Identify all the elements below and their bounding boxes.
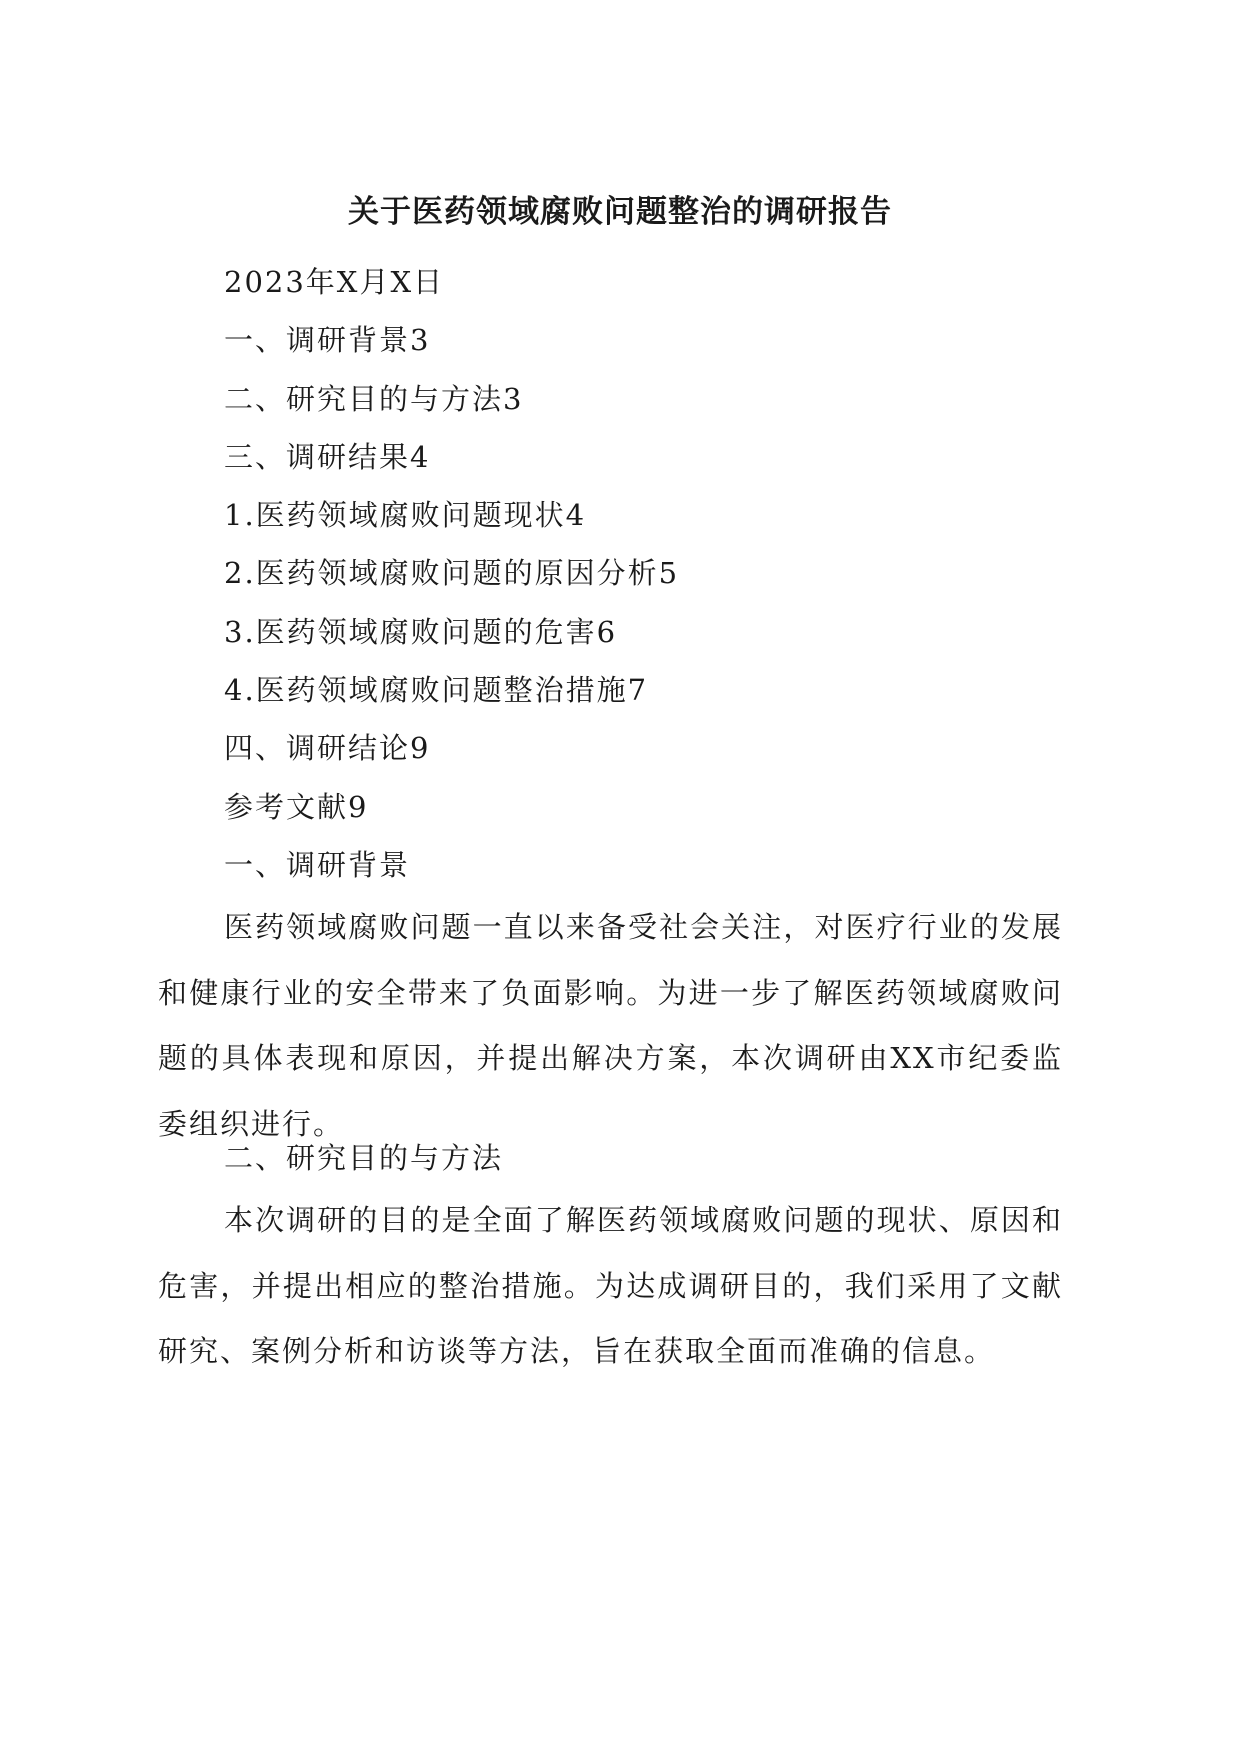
toc-item: 1.医药领域腐败问题现状4	[224, 498, 587, 532]
toc-item: 一、调研背景3	[224, 323, 431, 357]
section-paragraph-purpose-method: 本次调研的目的是全面了解医药领域腐败问题的现状、原因和危害，并提出相应的整治措施。为达成调研目的，我们采用了文献研究、案例分析和访谈等方法，旨在获取全面而准确的信息。	[158, 1203, 1063, 1368]
section-heading-background: 一、调研背景	[224, 848, 411, 882]
toc-item: 4.医药领域腐败问题整治措施7	[224, 673, 649, 707]
toc-item: 三、调研结果4	[224, 440, 431, 474]
section-paragraph-background: 医药领域腐败问题一直以来备受社会关注，对医疗行业的发展和健康行业的安全带来了负面影响。为进一步了解医药领域腐败问题的具体表现和原因，并提出解决方案，本次调研由XX市纪委监委组织进行。	[158, 910, 1063, 1141]
toc-item: 参考文献9	[224, 790, 369, 824]
toc-item: 3.医药领域腐败问题的危害6	[224, 615, 618, 649]
toc-item: 四、调研结论9	[224, 731, 431, 765]
section-heading-purpose-method: 二、研究目的与方法	[224, 1141, 504, 1175]
document-date: 2023年X月X日	[224, 265, 445, 299]
toc-item: 2.医药领域腐败问题的原因分析5	[224, 556, 680, 590]
toc-item: 二、研究目的与方法3	[224, 382, 524, 416]
document-title: 关于医药领域腐败问题整治的调研报告	[348, 194, 892, 230]
